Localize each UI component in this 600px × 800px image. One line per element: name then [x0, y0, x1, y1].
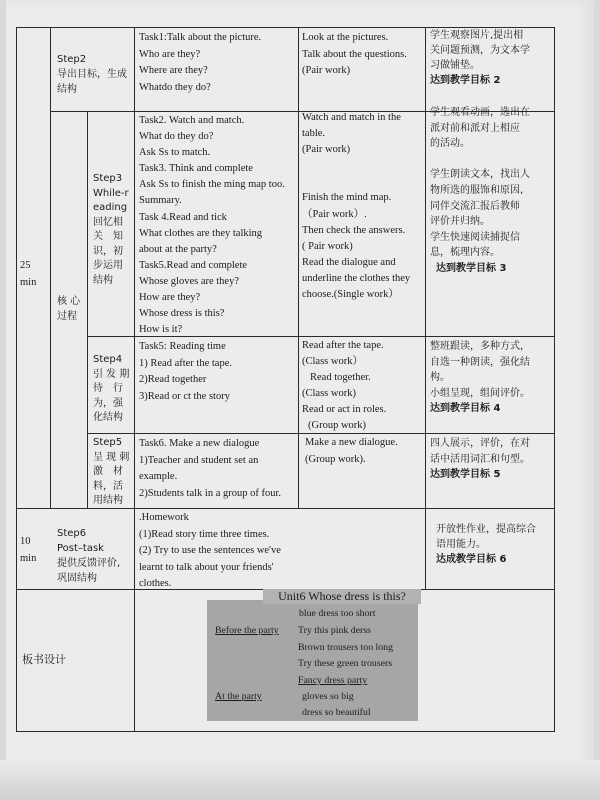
text-line: 1) Read after the tape. — [139, 357, 232, 369]
text-line: Task5.Read and complete — [139, 259, 248, 271]
text-line: Task 4.Read and tick — [139, 211, 227, 223]
step3-goal: 达到教学目标 3 — [436, 262, 507, 274]
text-line: 学生观察图片,提出相 — [430, 30, 524, 41]
step2-student-activity — [302, 30, 424, 80]
step4-goal: 达到教学目标 4 — [430, 403, 501, 414]
text-line: How are they? — [139, 292, 201, 304]
text-line: Read together. — [310, 372, 371, 383]
text-line: 小组呈现，组间评价。 — [430, 387, 530, 399]
text-line: example. — [139, 471, 178, 482]
board-design — [207, 600, 418, 721]
step3-purpose — [430, 105, 554, 277]
text-line: 学生朗读文本，找出人 — [430, 169, 530, 181]
text-line: Ask Ss to match. — [139, 147, 211, 159]
step5-label — [93, 436, 133, 509]
time-10-min — [20, 534, 48, 567]
text-line: 话中活用词汇和句型。 — [430, 453, 530, 465]
text-line: 学生观看动画，选出在 — [430, 107, 530, 118]
step4-student-activity — [302, 338, 424, 434]
text-line: 用结构 — [93, 495, 123, 506]
step4-purpose — [430, 339, 554, 417]
text-line: 派对前和派对上相应 — [430, 122, 520, 134]
text-line: 待 行 — [93, 383, 123, 394]
text-line: 四人展示，评价，在对 — [430, 438, 530, 449]
text-line: about at the party? — [139, 243, 217, 255]
text-line: Post–task — [57, 543, 104, 554]
step5-tasks — [139, 436, 297, 502]
text-line: While-r — [93, 187, 129, 199]
board-line-7: dress so beautiful — [302, 707, 371, 718]
text-line: Look at the pictures. — [302, 32, 389, 43]
step6-homework — [139, 510, 299, 593]
time-unit: min — [20, 552, 37, 564]
text-line: Ask Ss to finish the ming map too. — [139, 179, 285, 191]
board-design-label: 板书设计 — [22, 653, 66, 666]
text-line: 开放性作业，提高综合 — [436, 524, 536, 535]
text-line: （Pair work）. — [302, 208, 367, 220]
text-line: 关问题预测，为文本学 — [430, 45, 530, 56]
text-line: ( Pair work) — [302, 240, 353, 252]
text-line: 化结构 — [93, 412, 123, 423]
text-line: 2)Read together — [139, 374, 207, 385]
step2-goal: 达到教学目标 2 — [430, 75, 501, 86]
text-line: Task2. Watch and match. — [139, 115, 245, 126]
text-line — [430, 152, 554, 168]
text-line: 息，梳理内容。 — [430, 247, 500, 259]
text-line: (Pair work) — [302, 65, 351, 76]
text-line: 激 材 — [93, 466, 123, 477]
text-line: What clothes are they talking — [139, 227, 263, 239]
text-line: Step6 — [57, 528, 87, 539]
text-line: 学生快速阅读捕捉信 — [430, 231, 520, 243]
text-line: Step3 — [93, 173, 123, 184]
board-line-3: Brown trousers too long — [298, 642, 393, 653]
text-line: 提供反馈评价, — [57, 558, 121, 569]
text-line: 结构 — [93, 274, 113, 286]
core-process-label — [57, 294, 87, 324]
text-line: Make a new dialogue. — [305, 437, 398, 448]
text-line: Then check the answers. — [302, 224, 406, 236]
text-line: (2) Try to use the sentences we've — [139, 545, 281, 556]
text-line: Whose gloves are they? — [139, 275, 240, 287]
text-line: Read or act in roles. — [302, 404, 387, 415]
board-at-party-label: At the party — [215, 691, 262, 702]
text-line: 3)Read or ct the story — [139, 390, 230, 402]
text-line: Who are they? — [139, 48, 201, 60]
board-line-4: Try these green trousers — [298, 658, 393, 669]
step3-tasks — [139, 113, 297, 338]
text-line: Finish the mind map. — [302, 192, 392, 204]
text-line — [302, 174, 424, 190]
text-line: 回忆相 — [93, 216, 123, 228]
text-line: 评价并归纳。 — [430, 216, 490, 228]
text-line: 整班跟读，多种方式， — [430, 341, 530, 352]
text-line: choose.(Single work） — [302, 289, 399, 301]
text-line: 核 心 — [57, 296, 81, 307]
text-line: learnt to talk about your friends' — [139, 561, 274, 573]
text-line: Task3. Think and complete — [139, 163, 253, 175]
board-line-1: blue dress too short — [299, 608, 376, 619]
text-line: (Class work) — [302, 388, 356, 399]
time-unit: min — [20, 276, 37, 288]
text-line: 结构 — [57, 84, 77, 95]
text-line: 导出目标，生成 — [57, 69, 127, 80]
text-line: Summary. — [139, 195, 182, 207]
text-line: 的活动。 — [430, 138, 470, 150]
board-title: Unit6 Whose dress is this? — [263, 589, 421, 604]
text-line — [302, 158, 424, 174]
text-line: (Group work) — [308, 420, 367, 431]
text-line: What do they do? — [139, 131, 214, 143]
step5-student-activity — [305, 435, 425, 468]
time-value: 25 — [20, 260, 31, 271]
step4-tasks — [139, 339, 297, 405]
text-line: Read the dialogue and — [302, 256, 396, 268]
text-line: How is it? — [139, 324, 183, 336]
text-line: table. — [302, 128, 326, 140]
text-line: underline the clothes they — [302, 272, 411, 284]
text-line: Task1:Talk about the picture. — [139, 32, 262, 43]
text-line: .Homework — [139, 512, 189, 523]
text-line: Step4 — [93, 354, 123, 365]
text-line: 物所选的服饰和原因, — [430, 184, 524, 196]
board-line-5: Fancy dress party — [298, 675, 368, 686]
time-value: 10 — [20, 536, 31, 547]
text-line: (1)Read story time three times. — [139, 528, 270, 540]
text-line: 关 知 — [93, 231, 123, 242]
text-line: Whatdo they do? — [139, 81, 211, 93]
text-line: 1)Teacher and student set an — [139, 454, 259, 466]
step2-purpose — [430, 28, 554, 88]
text-line: 呈 现 刺 — [93, 451, 130, 463]
text-line: 巩固结构 — [57, 573, 97, 584]
text-line: Step5 — [93, 437, 123, 448]
text-line: 引 发 期 — [93, 368, 130, 380]
text-line: Task6. Make a new dialogue — [139, 438, 260, 449]
time-25-min — [20, 258, 48, 291]
text-line: 习做铺垫。 — [430, 60, 480, 71]
text-line: (Pair work) — [302, 144, 351, 156]
text-line: Watch and match in the — [302, 112, 401, 123]
step3-label — [93, 172, 133, 288]
text-line: 为，强 — [93, 397, 123, 409]
step5-goal: 达到教学目标 5 — [430, 469, 501, 480]
step3-student-activity — [302, 110, 424, 303]
step6-label — [57, 526, 135, 586]
text-line: (Class work） — [302, 356, 363, 367]
text-line: 同伴交流汇报后教师 — [430, 200, 520, 212]
text-line: 步运用 — [93, 260, 123, 271]
step6-goal: 达成教学目标 6 — [436, 554, 507, 565]
text-line: Task5: Reading time — [139, 341, 226, 352]
text-line: clothes. — [139, 578, 172, 589]
text-line: Talk about the questions. — [302, 48, 407, 60]
text-line: 识，初 — [93, 245, 123, 257]
text-line: Read after the tape. — [302, 340, 384, 351]
text-line: eading — [93, 202, 128, 213]
text-line: 料，活 — [93, 480, 123, 492]
text-line: 构。 — [430, 372, 450, 383]
page-bottom-shadow — [0, 760, 600, 800]
step6-purpose — [436, 522, 554, 567]
step4-label — [93, 353, 133, 426]
text-line: 语用能力。 — [436, 539, 486, 550]
text-line: 2)Students talk in a group of four. — [139, 487, 282, 499]
text-line: Where are they? — [139, 65, 208, 76]
step5-purpose — [430, 436, 554, 483]
text-line: 自选一种朗读，强化结 — [430, 356, 530, 368]
text-line: Step2 — [57, 54, 87, 65]
step2-tasks — [139, 30, 296, 96]
text-line: Whose dress is this? — [139, 308, 225, 320]
text-line: 过程 — [57, 311, 77, 322]
board-line-6: gloves so big — [302, 691, 354, 702]
board-before-party-label: Before the party — [215, 625, 279, 636]
board-line-2: Try this pink derss — [298, 625, 371, 636]
step2-label — [57, 52, 133, 97]
text-line: (Group work). — [305, 453, 366, 465]
